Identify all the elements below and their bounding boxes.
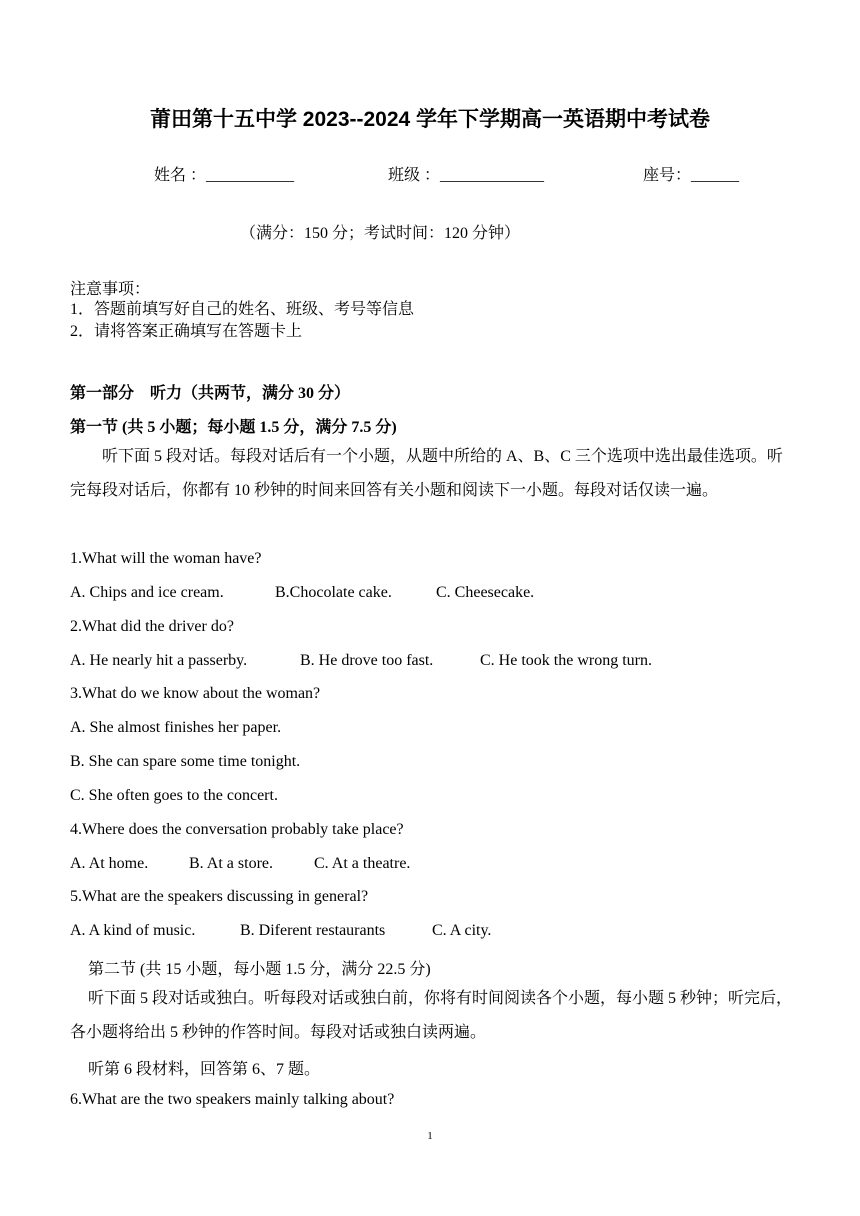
question-stem: 6.What are the two speakers mainly talking about? [70, 1091, 395, 1108]
name-field: 姓名 ：___________ [154, 167, 295, 184]
option-c: C. A city. [432, 922, 492, 939]
option-b: B. He drove too fast. [300, 652, 434, 669]
section2-instructions: 听下面 5 段对话或独白。听每段对话或独白前，你将有时间阅读各个小题，每小题 5 秒钟；听完后，各小题将给出 5 秒钟的作答时间。每段对话或独白读两遍。 [70, 990, 793, 1041]
notice-item: 2．请将答案正确填写在答题卡上 [70, 323, 303, 340]
material-note: 听第 6 段材料，回答第 6、7 题。 [88, 1061, 321, 1078]
option-a: A. Chips and ice cream. [70, 584, 224, 601]
option-a: A. She almost finishes her paper. [70, 719, 282, 736]
section1-instructions: 听下面 5 段对话。每段对话后有一个小题，从题中所给的 A、B、C 三个选项中选出最佳选项。听完每段对话后，你都有 10 秒钟的时间来回答有关小题和阅读下一小题。每段对话仅读一遍。 [70, 448, 783, 499]
score-time-note: （满分：150 分；考试时间：120 分钟） [240, 225, 521, 242]
question-options [70, 652, 652, 670]
option-c: C. She often goes to the concert. [70, 787, 278, 804]
option-a: A. A kind of music. [70, 922, 196, 939]
notice-heading: 注意事项： [70, 281, 151, 298]
seat-field: 座号：______ [643, 167, 740, 184]
question-options [70, 584, 535, 602]
option-b: B. Diferent restaurants [240, 922, 386, 939]
question-stem: 2.What did the driver do? [70, 618, 234, 635]
exam-title: 莆田第十五中学 2023--2024 学年下学期高一英语期中考试卷 [149, 108, 711, 131]
option-c: C. He took the wrong turn. [480, 652, 652, 669]
option-c: C. At a theatre. [314, 855, 411, 872]
section2-heading: 第二节 (共 15 小题，每小题 1.5 分，满分 22.5 分) [88, 961, 431, 978]
question-stem: 1.What will the woman have? [70, 550, 262, 567]
option-b: B. She can spare some time tonight. [70, 753, 301, 770]
option-b: B.Chocolate cake. [275, 584, 392, 601]
question-options [70, 922, 492, 940]
option-b: B. At a store. [189, 855, 273, 872]
option-c: C. Cheesecake. [436, 584, 535, 601]
question-options [70, 855, 411, 873]
question-stem: 5.What are the speakers discussing in general? [70, 888, 369, 905]
notice-item: 1．答题前填写好自己的姓名、班级、考号等信息 [70, 301, 415, 318]
page-number: 1 [427, 1130, 433, 1142]
class-field: 班级 ：_____________ [388, 167, 545, 184]
question-stem: 3.What do we know about the woman? [70, 685, 321, 702]
option-a: A. At home. [70, 855, 149, 872]
part1-heading: 第一部分 听力（共两节，满分 30 分） [70, 385, 351, 402]
section1-heading: 第一节 (共 5 小题；每小题 1.5 分，满分 7.5 分) [70, 419, 397, 436]
question-stem: 4.Where does the conversation probably take place? [70, 821, 404, 838]
option-a: A. He nearly hit a passerby. [70, 652, 248, 669]
